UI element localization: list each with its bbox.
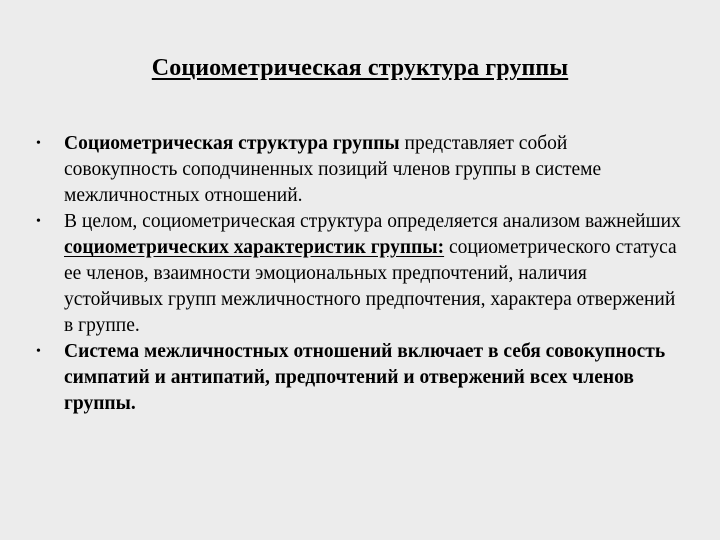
bullet-marker: • [36,136,41,151]
bullet-item-2 [34,209,684,339]
bullet-item-1 [34,131,684,209]
bullet-2-text-after: социометрического статуса ее членов, взаимности эмоциональных предпочтений, наличия устойчивых групп межличностного предпочтения, характера отвержений в группе. [64,237,677,336]
bullet-2-key-term: социометрических характеристик группы: [64,237,445,258]
bullet-1-text: представляет собой совокупность соподчиненных позиций членов группы в системе межличностных отношений. [64,133,602,206]
bullet-1-bold-lead: Социометрическая структура группы [64,133,400,154]
bullet-item-3 [34,339,684,417]
bullet-marker: • [36,214,41,229]
bullet-2-text-before: В целом, социометрическая структура определяется анализом важнейших [64,211,681,232]
slide-title: Социометрическая структура группы [151,55,569,81]
bullet-list [34,131,684,417]
bullet-3-bold-text: Система межличностных отношений включает в себя совокупность симпатий и антипатий, предпочтений и отвержений всех членов группы. [64,341,666,414]
bullet-marker: • [36,344,41,359]
